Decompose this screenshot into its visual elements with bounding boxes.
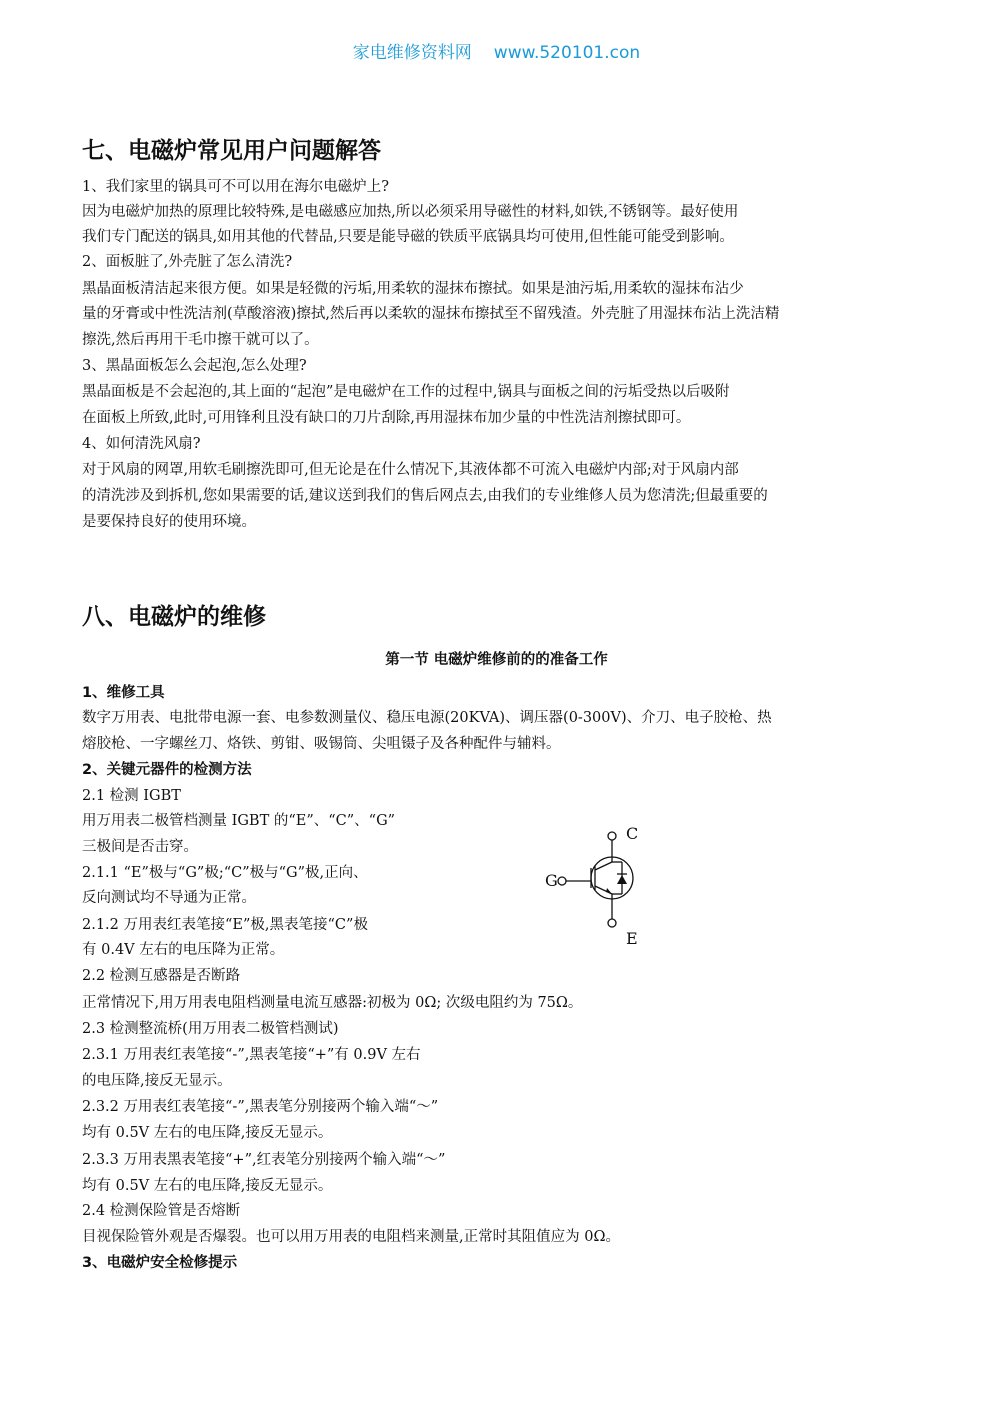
label-c: C xyxy=(626,824,639,843)
text-line: 黑晶面板清洁起来很方便。如果是轻微的污垢,用柔软的湿抹布擦拭。如果是油污垢,用柔软的湿抹布沾少 xyxy=(82,281,744,297)
site-header xyxy=(0,38,993,63)
text-line: 用万用表二极管档测量 IGBT 的“E”、“C”、“G” xyxy=(82,813,396,829)
text-line: 均有 0.5V 左右的电压降,接反无显示。 xyxy=(82,1178,333,1194)
section-7-title: 七、电磁炉常见用户问题解答 xyxy=(82,138,381,164)
text-line: 3、黑晶面板怎么会起泡,怎么处理? xyxy=(82,358,307,374)
text-line: 有 0.4V 左右的电压降为正常。 xyxy=(82,942,285,958)
text-line: 4、如何清洗风扇? xyxy=(82,436,201,452)
site-url: www.520101.con xyxy=(493,43,641,63)
text-line: 正常情况下,用万用表电阻档测量电流互感器:初极为 0Ω; 次级电阻约为 75Ω。 xyxy=(82,995,583,1011)
text-line: 擦洗,然后再用干毛巾擦干就可以了。 xyxy=(82,332,319,348)
text-line: 2.3 检测整流桥(用万用表二极管档测试) xyxy=(82,1021,339,1037)
site-name: 家电维修资料网 xyxy=(352,43,472,63)
text-line: 反向测试均不导通为正常。 xyxy=(82,890,256,906)
label-e: E xyxy=(626,929,638,948)
text-line: 2.1.1 “E”极与“G”极;“C”极与“G”极,正向、 xyxy=(82,865,368,881)
text-line: 我们专门配送的锅具,如用其他的代替品,只要是能导磁的铁质平底锅具均可使用,但性能可能受到影响。 xyxy=(82,229,734,245)
text-line: 熔胶枪、一字螺丝刀、烙铁、剪钳、吸锡筒、尖咀镊子及各种配件与辅料。 xyxy=(82,736,561,752)
text-line: 黑晶面板是不会起泡的,其上面的“起泡”是电磁炉在工作的过程中,锅具与面板之间的污垢受热以后吸附 xyxy=(82,384,730,400)
heading-safety: 3、电磁炉安全检修提示 xyxy=(82,1255,238,1271)
text-line: 三极间是否击穿。 xyxy=(82,839,198,855)
text-line: 2.3.2 万用表红表笔接“-”,黑表笔分别接两个输入端“～” xyxy=(82,1099,439,1115)
heading-detection: 2、关键元器件的检测方法 xyxy=(82,762,252,778)
text-line: 对于风扇的网罩,用软毛刷擦洗即可,但无论是在什么情况下,其液体都不可流入电磁炉内部;对于风扇内部 xyxy=(82,462,739,478)
text-line: 目视保险管外观是否爆裂。也可以用万用表的电阻档来测量,正常时其阻值应为 0Ω。 xyxy=(82,1229,620,1245)
gate-terminal xyxy=(558,877,566,885)
text-line: 2.3.1 万用表红表笔接“-”,黑表笔接“+”有 0.9V 左右 xyxy=(82,1047,421,1063)
diode-triangle xyxy=(617,875,627,884)
text-line: 的清洗涉及到拆机,您如果需要的话,建议送到我们的售后网点去,由我们的专业维修人员为您清洗;但最重要的 xyxy=(82,488,768,504)
text-line: 2.4 检测保险管是否熔断 xyxy=(82,1203,241,1219)
text-line: 是要保持良好的使用环境。 xyxy=(82,514,256,530)
text-line: 2.1.2 万用表红表笔接“E”极,黑表笔接“C”极 xyxy=(82,917,368,933)
text-line: 2、面板脏了,外壳脏了怎么清洗? xyxy=(82,254,293,270)
igbt-symbol-diagram xyxy=(540,820,650,950)
text-line: 因为电磁炉加热的原理比较特殊,是电磁感应加热,所以必须采用导磁性的材料,如铁,不锈钢等。最好使用 xyxy=(82,204,739,220)
text-line: 均有 0.5V 左右的电压降,接反无显示。 xyxy=(82,1125,333,1141)
collector-terminal xyxy=(608,832,616,840)
label-g: G xyxy=(545,871,558,890)
section-8-subtitle: 第一节 电磁炉维修前的的准备工作 xyxy=(385,652,608,668)
text-line: 的电压降,接反无显示。 xyxy=(82,1073,232,1089)
emitter-terminal xyxy=(608,919,616,927)
text-line: 2.3.3 万用表黑表笔接“+”,红表笔分别接两个输入端“～” xyxy=(82,1152,446,1168)
text-line: 数字万用表、电批带电源一套、电参数测量仪、稳压电源(20KVA)、调压器(0-300V)、介刀、电子胶枪、热 xyxy=(82,710,772,726)
text-line: 2.1 检测 IGBT xyxy=(82,788,181,804)
text-line: 在面板上所致,此时,可用锋利且没有缺口的刀片刮除,再用湿抹布加少量的中性洗洁剂擦拭即可。 xyxy=(82,410,691,426)
text-line: 2.2 检测互感器是否断路 xyxy=(82,968,241,984)
igbt-body-circle xyxy=(591,857,633,899)
text-line: 量的牙膏或中性洗洁剂(草酸溶液)擦拭,然后再以柔软的湿抹布擦拭至不留残渣。外壳脏了用湿抹布沾上洗洁精 xyxy=(82,306,780,322)
section-8-title: 八、电磁炉的维修 xyxy=(82,604,266,630)
text-line: 1、我们家里的锅具可不可以用在海尔电磁炉上? xyxy=(82,179,389,195)
heading-tools: 1、维修工具 xyxy=(82,685,165,701)
